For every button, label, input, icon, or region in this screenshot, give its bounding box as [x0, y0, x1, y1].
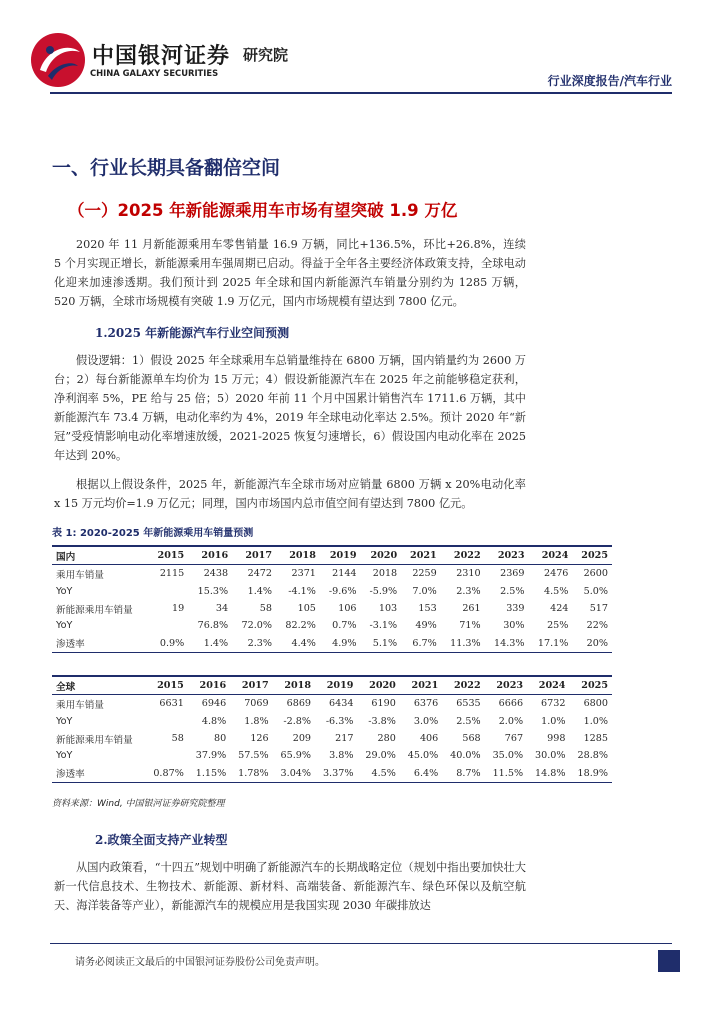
table-source: 资料来源：Wind, 中国银河证券研究院整理 [52, 799, 225, 809]
table-row [52, 634, 612, 652]
table-cell: -4.1% [288, 585, 316, 597]
year-header: 2021 [400, 676, 442, 695]
table-cell: 6631 [159, 698, 184, 710]
table-cell: 406 [419, 733, 439, 745]
table-cell: 6800 [583, 698, 608, 710]
table-cell: 49% [415, 620, 437, 632]
footer-disclaimer: 请务必阅读正文最后的中国银河证券股份公司免责声明。 [75, 957, 325, 968]
table-cell: 58 [171, 733, 184, 745]
company-logo [28, 30, 318, 92]
table-cell: 2472 [247, 568, 273, 580]
table-cell: 0.87% [145, 764, 187, 782]
year-header: 2021 [401, 546, 441, 565]
table-cell: -2.8% [283, 715, 312, 727]
page-marker [658, 950, 680, 972]
table-cell: 6732 [541, 698, 566, 710]
table-cell: 7.0% [412, 585, 437, 597]
table-cell: 2438 [203, 568, 229, 580]
table-cell: 2310 [456, 568, 481, 580]
table-row [52, 764, 612, 782]
table-cell: 11.5% [485, 764, 527, 782]
table-cell: 1.15% [188, 764, 230, 782]
year-header: 2020 [361, 546, 402, 565]
table-cell: 2476 [543, 568, 569, 580]
table-cell: 4.9% [320, 634, 361, 652]
table-cell: 1.0% [541, 715, 566, 727]
subsection-title: （一）2025 年新能源乘用车市场有望突破 1.9 万亿 [68, 201, 458, 220]
table-cell: 29.0% [365, 750, 396, 762]
year-header: 2018 [273, 676, 315, 695]
paragraph-policy: 从国内政策看，“十四五”规划中明确了新能源汽车的长期战略定位（规划中指出要加快壮大新一代信息技术、生物技术、新能源、新材料、高端装备、新能源汽车、绿色环保以及航空航天、海洋装备等产业），新能源汽车的规模应用是我国实现 2030 年碳排放达 [54, 861, 526, 912]
table-cell: 3.8% [329, 750, 354, 762]
table-caption [52, 524, 253, 539]
table-cell: -5.9% [369, 585, 398, 597]
row-label: YoY [56, 715, 73, 727]
table-cell: 28.8% [577, 750, 608, 762]
year-header: 2025 [569, 676, 612, 695]
table-cell: 76.8% [197, 620, 229, 632]
table-row [52, 695, 612, 713]
table-row [52, 747, 612, 764]
table-cell: 1.8% [244, 715, 269, 727]
row-label: 渗透率 [52, 634, 149, 652]
table-cell: 106 [338, 603, 357, 615]
region-label: 国内 [52, 546, 149, 565]
table-cell: 0.7% [332, 620, 357, 632]
table-cell: 4.4% [276, 634, 320, 652]
row-label: 新能源乘用车销量 [56, 604, 133, 616]
table-cell [149, 583, 189, 600]
year-header: 2024 [529, 546, 573, 565]
table-caption-text: 2020-2025 年新能源乘用车销量预测 [79, 528, 254, 539]
table-cell: 3.0% [413, 715, 439, 727]
year-header: 2022 [441, 546, 485, 565]
table-cell: 14.3% [485, 634, 529, 652]
table-cell: 4.5% [544, 585, 569, 597]
header-divider [50, 92, 672, 94]
year-header: 2016 [188, 676, 230, 695]
table-cell: 6190 [371, 698, 396, 710]
year-header: 2016 [188, 546, 232, 565]
year-header: 2018 [276, 546, 320, 565]
table-cell: 65.9% [280, 750, 312, 762]
table-row [52, 565, 612, 583]
table-cell: 2144 [332, 568, 357, 580]
table-cell: 767 [504, 733, 524, 745]
paragraph-intro: 2020 年 11 月新能源乘用车零售销量 16.9 万辆，同比+136.5%，环比+26.8%，连续 5 个月实现正增长，新能源乘用车强周期已启动。得益于全年各主要经济体政策支持，全球电动化迎来加速渗透期。我们预计到 2025 年全球和国内新能源汽车销量分别约为 1285 万辆，520 万辆，全球市场规模有突破 1.9 万亿元，国内市场规模有望达到 7800 亿元。 [54, 238, 526, 308]
table-cell: 261 [462, 603, 481, 615]
table-cell: -6.3% [325, 715, 354, 727]
table-cell: 72.0% [241, 620, 273, 632]
table-cell: 5.0% [583, 585, 608, 597]
table-cell: 57.5% [238, 750, 269, 762]
table-cell: 80 [214, 733, 227, 745]
brand-name-cn: 中国银河证券 [92, 44, 231, 69]
table-cell: 2115 [159, 568, 185, 580]
table-cell: 568 [462, 733, 481, 745]
table-cell: 2371 [291, 568, 316, 580]
table-cell: 8.7% [442, 764, 484, 782]
table-row [52, 583, 612, 600]
row-label: YoY [56, 750, 73, 762]
year-header: 2020 [357, 676, 399, 695]
region-label: 全球 [52, 676, 145, 695]
domestic-forecast-table [52, 545, 612, 653]
footer-divider [50, 943, 672, 944]
table-cell: 6946 [201, 698, 227, 710]
table-cell: 2369 [500, 568, 525, 580]
table-cell: 3.04% [273, 764, 315, 782]
year-header: 2025 [572, 546, 612, 565]
table-cell: 14.8% [527, 764, 569, 782]
year-header: 2022 [442, 676, 484, 695]
report-type: 行业深度报告/汽车行业 [547, 74, 672, 88]
brand-institute: 研究院 [243, 46, 289, 64]
table-cell: 7069 [244, 698, 269, 710]
table-cell: 105 [297, 603, 316, 615]
table-cell: 0.9% [149, 634, 189, 652]
table-cell: 37.9% [195, 750, 227, 762]
table-cell: 58 [259, 603, 273, 615]
table-cell: 2259 [412, 568, 437, 580]
table-cell: 6434 [329, 698, 354, 710]
subheading-forecast: 1.2025 年新能源汽车行业空间预测 [95, 326, 290, 340]
row-label: YoY [56, 585, 73, 597]
year-header: 2015 [145, 676, 187, 695]
table-cell: 6.7% [401, 634, 441, 652]
galaxy-logo-icon [28, 30, 88, 90]
table-cell: 15.3% [197, 585, 229, 597]
table-cell: -3.1% [369, 620, 398, 632]
table-cell: 40.0% [450, 750, 481, 762]
table-cell [149, 617, 189, 634]
table-cell: 25% [547, 620, 569, 632]
table-cell: 424 [550, 603, 569, 615]
paragraph-conclusion: 根据以上假设条件，2025 年，新能源汽车全球市场对应销量 6800 万辆 x 20%电动化率 x 15 万元均价=1.9 万亿元；同理，国内市场国内总市值空间有望达到 7800 亿元。 [54, 478, 526, 510]
table-cell: 217 [335, 733, 354, 745]
table-cell: 1285 [583, 733, 608, 745]
table-cell: 998 [547, 733, 566, 745]
table-cell: 1.0% [583, 715, 608, 727]
year-header: 2017 [232, 546, 276, 565]
table-cell: 2.5% [456, 715, 481, 727]
year-header: 2019 [315, 676, 357, 695]
table-cell: 20% [572, 634, 612, 652]
year-header: 2017 [230, 676, 272, 695]
table-cell: 209 [292, 733, 312, 745]
table-row [52, 730, 612, 747]
table-row [52, 617, 612, 634]
table-cell: 6535 [456, 698, 481, 710]
table-cell: 35.0% [492, 750, 524, 762]
table-cell: 6666 [498, 698, 524, 710]
table-cell: 45.0% [407, 750, 439, 762]
row-label: 乘用车销量 [56, 569, 104, 581]
table-cell: 2.3% [456, 585, 481, 597]
table-cell: 1.78% [230, 764, 272, 782]
table-cell: 11.3% [441, 634, 485, 652]
row-label: 乘用车销量 [56, 699, 104, 711]
paragraph-assumptions: 假设逻辑：1）假设 2025 年全球乘用车总销量维持在 6800 万辆，国内销量约为 2600 万台；2）每台新能源单车均价为 15 万元；4）假设新能源汽车在 2025 年之前能够稳定获利，净利润率 5%，PE 给与 25 倍；5）2020 年前 11 个月中国累计销售汽车 1711.6 万辆，其中新能源汽车 73.4 万辆，电动化率约为 4%，2019 年全球电动化率达 2.5%。预计 2020 年“新冠”受疫情影响电动化率增速放缓，2021-2025 恢复匀速增长，6）假设国内电动化率在 2025 年达到 20%。 [54, 354, 526, 462]
table-cell: 71% [459, 620, 481, 632]
table-cell: 82.2% [285, 620, 316, 632]
table-cell: 4.5% [357, 764, 399, 782]
table-cell: 1.4% [247, 585, 273, 597]
section-title: 一、行业长期具备翻倍空间 [52, 157, 281, 179]
table-cell: 5.1% [361, 634, 402, 652]
brand-name-en: CHINA GALAXY SECURITIES [90, 68, 219, 78]
table-cell: 2.5% [500, 585, 525, 597]
table-cell: -9.6% [328, 585, 357, 597]
table-row [52, 600, 612, 617]
table-cell: 19 [172, 603, 185, 615]
table-cell: 126 [250, 733, 269, 745]
row-label: 新能源乘用车销量 [56, 734, 133, 746]
table-cell: 517 [589, 603, 608, 615]
table-cell: -3.8% [368, 715, 396, 727]
table-cell: 6.4% [400, 764, 442, 782]
table-cell [145, 747, 187, 764]
table-cell: 30% [503, 620, 525, 632]
row-label: 渗透率 [52, 764, 145, 782]
table-cell: 17.1% [529, 634, 573, 652]
table-cell: 2018 [372, 568, 398, 580]
table-cell: 153 [418, 603, 437, 615]
table-cell: 6869 [286, 698, 312, 710]
year-header: 2024 [527, 676, 569, 695]
table-cell: 280 [377, 733, 396, 745]
table-cell: 1.4% [188, 634, 232, 652]
row-label: YoY [56, 620, 73, 632]
table-cell: 34 [215, 603, 229, 615]
subheading-policy: 2.政策全面支持产业转型 [95, 833, 228, 847]
table-cell: 3.37% [315, 764, 357, 782]
table-header-row [52, 546, 612, 565]
table-cell: 18.9% [569, 764, 612, 782]
table-cell: 22% [586, 620, 608, 632]
table-caption-lead: 表 1: [52, 528, 77, 539]
year-header: 2023 [485, 546, 529, 565]
year-header: 2015 [149, 546, 189, 565]
table-cell: 103 [378, 603, 398, 615]
table-header-row [52, 676, 612, 695]
table-cell: 4.8% [201, 715, 227, 727]
year-header: 2019 [320, 546, 361, 565]
year-header: 2023 [485, 676, 527, 695]
table-cell: 339 [506, 603, 525, 615]
table-cell: 2.3% [232, 634, 276, 652]
table-cell: 2600 [583, 568, 608, 580]
table-cell: 2.0% [498, 715, 524, 727]
table-cell [145, 713, 187, 730]
table-cell: 30.0% [534, 750, 566, 762]
global-forecast-table [52, 675, 612, 783]
table-row [52, 713, 612, 730]
table-cell: 6376 [413, 698, 439, 710]
